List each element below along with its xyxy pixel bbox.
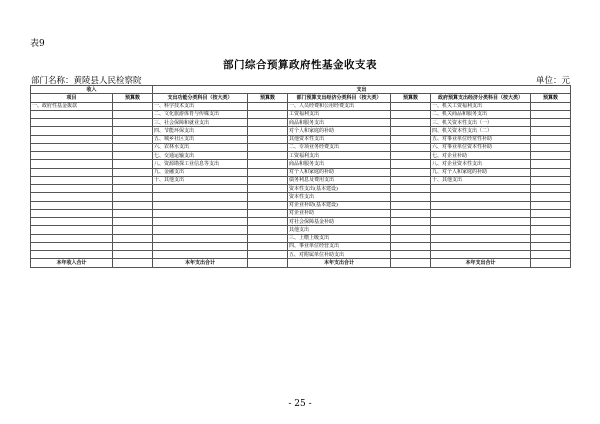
table-row [31,127,571,135]
table-row [31,226,571,234]
table-cell: 八、资源勘探工业信息等支出 [153,160,248,168]
table-cell [113,127,153,135]
table-cell [113,152,153,160]
budget-table [30,85,571,268]
unit-label: 单位：元 [535,76,570,86]
table-cell [248,110,288,118]
table-cell: 五、城乡社区支出 [153,135,248,143]
table-cell [31,218,113,226]
table-cell [531,193,571,201]
table-cell [31,185,113,193]
table-row [31,110,571,118]
income-group-header: 收入 [31,86,153,94]
table-row [31,218,571,226]
table-cell [391,209,431,217]
table-cell [31,127,113,135]
table-row [31,119,571,127]
table-cell [153,218,248,226]
table-cell: 二、机关商品和服务支出 [431,110,531,118]
table-cell [31,193,113,201]
table-cell: 七、对企业补助 [431,152,531,160]
expense-group-header: 支出 [153,86,571,94]
table-row [31,193,571,201]
table-cell [248,127,288,135]
table-cell: 二、文化旅游体育与传媒支出 [153,110,248,118]
table-cell [113,160,153,168]
table-cell: 对企业补助 [288,209,391,217]
table-cell: 本年支出合计 [288,259,391,267]
table-cell [153,185,248,193]
table-cell [31,226,113,234]
table-cell [391,259,431,267]
table-cell [113,201,153,209]
table-cell [113,119,153,127]
table-cell [248,168,288,176]
table-cell [391,185,431,193]
table-cell [391,226,431,234]
table-cell [531,160,571,168]
table-cell: 其他资本性支出 [288,135,391,143]
table-row [31,152,571,160]
table-cell [153,234,248,242]
table-cell [113,251,153,259]
table-cell [248,242,288,250]
table-cell: 其他支出 [288,226,391,234]
page-title: 部门综合预算政府性基金收支表 [223,59,377,71]
table-cell [391,242,431,250]
table-cell [531,242,571,250]
table-cell [153,242,248,250]
table-cell [248,218,288,226]
table-cell: 对企业补助(基本建设) [288,201,391,209]
table-cell [531,135,571,143]
table-cell [248,226,288,234]
table-cell: 三、机关资本性支出（一） [431,119,531,127]
table-cell [248,251,288,259]
table-cell: 二、专项业务经费支出 [288,143,391,151]
table-row [31,185,571,193]
table-cell [391,193,431,201]
table-row [31,168,571,176]
table-cell [531,152,571,160]
table-cell [248,119,288,127]
table-cell [531,251,571,259]
table-cell [431,185,531,193]
table-cell [113,234,153,242]
table-cell [31,143,113,151]
table-cell [248,234,288,242]
table-cell [391,135,431,143]
table-cell [31,135,113,143]
table-cell: 商品和服务支出 [288,119,391,127]
table-cell [113,193,153,201]
column-header: 项目 [31,94,113,102]
table-cell [248,259,288,267]
table-cell: 四、机关资本性支出（二） [431,127,531,135]
table-cell: 一、机关工资福利支出 [431,102,531,110]
table-cell: 六、农林水支出 [153,143,248,151]
totals-row [31,259,571,267]
table-cell: 九、对个人和家庭的补助 [431,168,531,176]
table-row [31,234,571,242]
table-cell [531,119,571,127]
table-cell [431,218,531,226]
table-cell [113,209,153,217]
table-cell [31,251,113,259]
column-header: 预算数 [248,94,288,102]
table-cell: 五、对事业单位经常性补助 [431,135,531,143]
table-cell [431,226,531,234]
page-number: - 25 - [288,399,312,409]
table-cell: 六、对事业单位资本性补助 [431,143,531,151]
table-cell [113,185,153,193]
table-cell [248,160,288,168]
group-header-row [31,86,571,94]
table-cell: 商品和服务支出 [288,160,391,168]
table-cell [391,143,431,151]
table-cell [391,234,431,242]
table-cell [113,176,153,184]
table-cell [531,102,571,110]
table-cell: 本年支出合计 [153,259,248,267]
table-cell [431,209,531,217]
table-cell [113,143,153,151]
table-row [31,209,571,217]
table-cell [113,135,153,143]
table-cell: 资本性支出(基本建设) [288,185,391,193]
table-cell: 工资福利支出 [288,152,391,160]
table-cell: 十、其他支出 [153,176,248,184]
table-cell [391,168,431,176]
table-cell: 对个人和家庭的补助 [288,127,391,135]
table-row [31,135,571,143]
table-row [31,242,571,250]
table-row [31,160,571,168]
table-cell [31,152,113,160]
table-cell [391,218,431,226]
table-number: 表9 [30,39,45,49]
table-row [31,143,571,151]
table-cell [431,193,531,201]
table-cell [391,119,431,127]
table-cell [31,234,113,242]
table-cell [531,259,571,267]
table-cell [531,218,571,226]
table-cell [391,102,431,110]
table-cell [153,251,248,259]
table-cell [113,168,153,176]
table-cell [531,209,571,217]
table-cell [391,251,431,259]
table-cell [31,119,113,127]
table-cell [31,201,113,209]
table-cell: 七、交通运输支出 [153,152,248,160]
table-cell [531,185,571,193]
table-cell [248,152,288,160]
table-cell [248,143,288,151]
department-name: 部门名称：黄陵县人民检察院 [31,76,142,86]
table-cell: 十、其他支出 [431,176,531,184]
table-cell [31,168,113,176]
table-cell [248,135,288,143]
table-cell: 八、对企业资本性支出 [431,160,531,168]
table-cell [431,234,531,242]
table-cell [248,102,288,110]
table-cell [31,160,113,168]
table-cell [113,242,153,250]
table-cell: 债务利息及费用支出 [288,176,391,184]
table-cell [248,209,288,217]
table-row [31,201,571,209]
table-cell: 三、社会保障和就业支出 [153,119,248,127]
table-cell [391,152,431,160]
table-cell [248,193,288,201]
table-cell [531,110,571,118]
table-cell [391,127,431,135]
table-cell: 一、政府性基金拨款 [31,102,113,110]
table-row [31,251,571,259]
column-header: 部门预算支出经济分类科目（按大类） [288,94,391,102]
table-cell: 本年收入合计 [31,259,113,267]
table-cell [31,242,113,250]
table-cell: 工资福利支出 [288,110,391,118]
table-cell [113,218,153,226]
table-cell: 资本性支出 [288,193,391,201]
table-cell [531,201,571,209]
table-cell [531,127,571,135]
column-header: 支出功能分类科目（按大类） [153,94,248,102]
table-cell [248,176,288,184]
table-cell [391,110,431,118]
table-cell [391,201,431,209]
table-cell: 四、节能环保支出 [153,127,248,135]
table-cell [531,168,571,176]
table-cell: 一、人员经费和公用经费支出 [288,102,391,110]
column-header: 预算数 [531,94,571,102]
table-cell [31,209,113,217]
table-cell [531,143,571,151]
table-cell [31,110,113,118]
table-row [31,102,571,110]
table-cell [153,209,248,217]
table-cell [431,242,531,250]
column-header: 预算数 [113,94,153,102]
column-header: 政府预算支出经济分类科目（按大类） [431,94,531,102]
table-cell [431,251,531,259]
table-cell [248,185,288,193]
table-cell [153,193,248,201]
table-cell: 对个人和家庭的补助 [288,168,391,176]
table-cell [153,226,248,234]
table-cell: 一、科学技术支出 [153,102,248,110]
table-cell [153,201,248,209]
table-cell [113,102,153,110]
column-header-row [31,94,571,102]
table-cell: 五、对附属单位补助支出 [288,251,391,259]
table-cell: 三、上缴上级支出 [288,234,391,242]
table-cell [531,234,571,242]
table-cell [31,176,113,184]
table-cell: 九、金融支出 [153,168,248,176]
table-cell [431,201,531,209]
table-row [31,176,571,184]
table-cell [531,226,571,234]
column-header: 预算数 [391,94,431,102]
table-cell: 四、事业单位经营支出 [288,242,391,250]
table-cell [531,176,571,184]
table-cell [248,201,288,209]
table-cell: 本年支出合计 [431,259,531,267]
table-cell [113,259,153,267]
table-cell [391,176,431,184]
table-cell: 对社会保障基金补助 [288,218,391,226]
table-cell [113,226,153,234]
table-cell [113,110,153,118]
table-cell [391,160,431,168]
